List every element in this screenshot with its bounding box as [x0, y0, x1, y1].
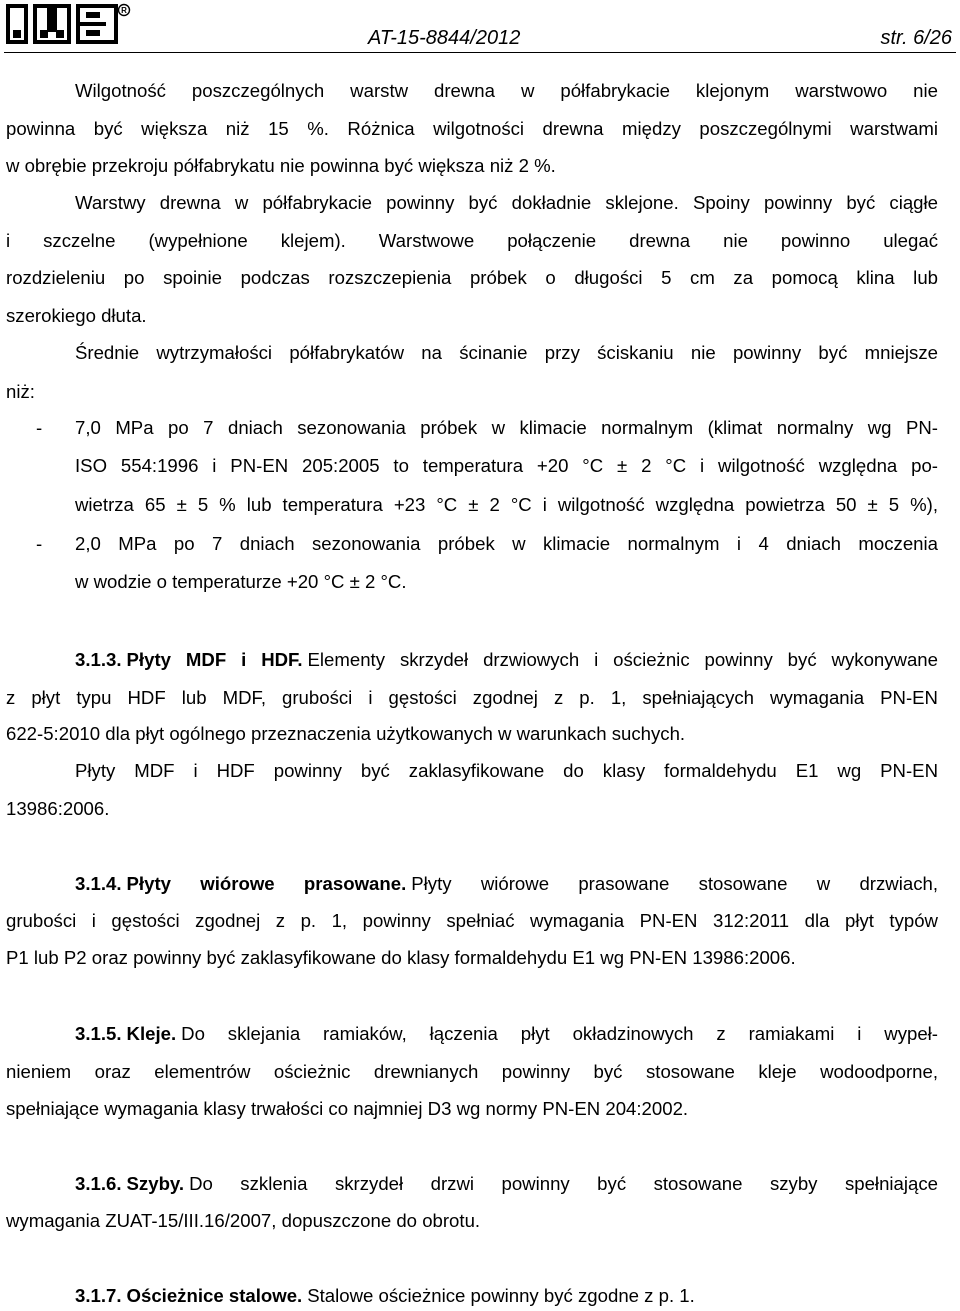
section-title: Szyby. [126, 1173, 185, 1194]
paragraph-line: powinna być większa niż 15 %. Różnica wilgotności drewna między poszczególnymi warstwami [6, 118, 938, 139]
section-number: 3.1.5. [75, 1023, 122, 1044]
paragraph-line: szerokiego dłuta. [6, 305, 147, 326]
list-item-line: ISO 554:1996 i PN-EN 205:2005 to temperatura +20 °C ± 2 °C i wilgotność względna po- [75, 455, 938, 476]
page-number: str. 6/26 [880, 27, 952, 49]
section-title: Płyty wiórowe prasowane. [126, 873, 407, 894]
paragraph-line: z płyt typu HDF lub MDF, grubości i gęstości zgodnej z p. 1, spełniających wymagania PN-EN [6, 687, 938, 708]
section-heading-line [75, 1284, 938, 1308]
paragraph-line: grubości i gęstości zgodnej z p. 1, powinny spełniać wymagania PN-EN 312:2011 dla płyt typów [6, 910, 938, 931]
itb-logo [6, 2, 131, 46]
list-item-line: 2,0 MPa po 7 dniach sezonowania próbek w klimacie normalnym i 4 dniach moczenia [75, 533, 938, 554]
paragraph-line: 13986:2006. [6, 798, 110, 819]
paragraph-line: spełniające wymagania klasy trwałości co najmniej D3 wg normy PN-EN 204:2002. [6, 1098, 689, 1119]
paragraph-line: rozdzieleniu po spoinie podczas rozszczepienia próbek o długości 5 cm za pomocą klina lub [6, 267, 938, 288]
section-text: Do szklenia skrzydeł drzwi powinny być stosowane szyby spełniające [189, 1173, 938, 1194]
document-code: AT-15-8844/2012 [368, 27, 521, 49]
paragraph-line: niż: [6, 381, 35, 402]
section-heading-line [75, 1172, 938, 1196]
header-divider [4, 52, 956, 53]
paragraph-line: wymagania ZUAT-15/III.16/2007, dopuszczone do obrotu. [6, 1210, 481, 1231]
section-text: Płyty wiórowe prasowane stosowane w drzwiach, [411, 873, 939, 894]
paragraph-line: i szczelne (wypełnione klejem). Warstwowe połączenie drewna nie powinno ulegać [6, 230, 938, 251]
list-item-line: wietrza 65 ± 5 % lub temperatura +23 °C ± 2 °C i wilgotność względna powietrza 50 ± 5 %), [75, 494, 938, 515]
section-number: 3.1.3. [75, 649, 122, 670]
section-text: Elementy skrzydeł drzwiowych i ościeżnic powinny być wykonywane [307, 649, 938, 670]
paragraph-line: 622-5:2010 dla płyt ogólnego przeznaczenia użytkowanych w warunkach suchych. [6, 723, 686, 744]
list-bullet: - [36, 533, 43, 554]
list-item-line: w wodzie o temperaturze +20 °C ± 2 °C. [75, 571, 407, 592]
section-heading-line [75, 648, 938, 672]
svg-text:R: R [121, 6, 127, 15]
section-title: Ościeżnice stalowe. [126, 1285, 303, 1306]
paragraph-line: Warstwy drewna w półfabrykacie powinny być dokładnie sklejone. Spoiny powinny być ciągłe [75, 192, 938, 213]
paragraph-line: w obrębie przekroju półfabrykatu nie powinna być większa niż 2 %. [6, 155, 556, 176]
list-item-line: 7,0 MPa po 7 dniach sezonowania próbek w klimacie normalnym (klimat normalny wg PN- [75, 417, 938, 438]
paragraph-line: P1 lub P2 oraz powinny być zaklasyfikowane do klasy formaldehydu E1 wg PN-EN 13986:2006. [6, 947, 796, 968]
paragraph-line: Wilgotność poszczególnych warstw drewna w półfabrykacie klejonym warstwowo nie [75, 80, 938, 101]
section-number: 3.1.4. [75, 873, 122, 894]
paragraph-line: Płyty MDF i HDF powinny być zaklasyfikowane do klasy formaldehydu E1 wg PN-EN [75, 760, 938, 781]
section-text: Do sklejania ramiaków, łączenia płyt okładzinowych z ramiakami i wypeł- [181, 1023, 938, 1044]
paragraph-line: Średnie wytrzymałości półfabrykatów na ścinanie przy ściskaniu nie powinny być mniejsze [75, 342, 938, 363]
section-title: Płyty MDF i HDF. [126, 649, 303, 670]
paragraph-line: nieniem oraz elementrów ościeżnic drewnianych powinny być stosowane kleje wodoodporne, [6, 1061, 938, 1082]
section-title: Kleje. [126, 1023, 177, 1044]
section-text: Stalowe ościeżnice powinny być zgodne z p. 1. [307, 1285, 695, 1306]
section-number: 3.1.7. [75, 1285, 122, 1306]
section-heading-line [75, 872, 938, 896]
section-number: 3.1.6. [75, 1173, 122, 1194]
list-bullet: - [36, 417, 43, 438]
section-heading-line [75, 1022, 938, 1046]
